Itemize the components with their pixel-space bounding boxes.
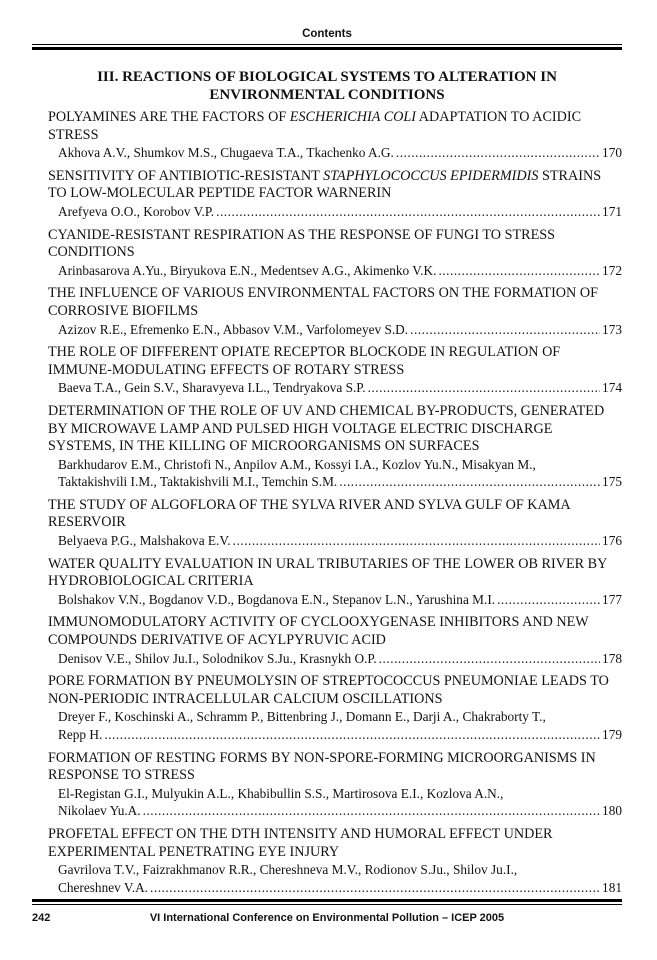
- dot-leader: [104, 726, 600, 744]
- entry-authors-line: [48, 144, 622, 162]
- entry-page-number[interactable]: 181: [602, 879, 622, 895]
- header-rule-thick: [32, 47, 622, 50]
- contents-entry: [48, 673, 622, 743]
- entry-title-text: THE STUDY OF ALGOFLORA OF THE SYLVA RIVER AND SYLVA GULF OF KAMA RESERVOIR: [48, 496, 570, 531]
- entry-title: [48, 614, 622, 649]
- entry-page-number[interactable]: 176: [602, 533, 622, 549]
- contents-entry: [48, 750, 622, 820]
- entry-page-number[interactable]: 170: [602, 145, 622, 161]
- dot-leader: [497, 591, 600, 609]
- entry-title-text: POLYAMINES ARE THE FACTORS OF: [48, 109, 290, 125]
- header-rule-thin: [32, 44, 622, 45]
- entry-authors-line: [48, 203, 622, 221]
- entry-page-number[interactable]: 171: [602, 203, 622, 219]
- contents-entry: [48, 497, 622, 550]
- entry-authors-line: [48, 262, 622, 280]
- contents-entry: [48, 403, 622, 491]
- contents-entry: [48, 556, 622, 609]
- contents-entry: [48, 614, 622, 667]
- footer-conference: VI International Conference on Environmental Pollution – ICEP 2005: [149, 912, 505, 924]
- dot-leader: [339, 473, 600, 491]
- entry-authors: Arinbasarova A.Yu., Biryukova E.N., Medentsev A.G., Akimenko V.K.: [58, 262, 437, 278]
- entry-title: [48, 673, 622, 708]
- dot-leader: [143, 802, 600, 820]
- entry-authors-line: [48, 802, 622, 820]
- entry-authors: Denisov V.E., Shilov Ju.I., Solodnikov S.Ju., Krasnykh O.P.: [58, 650, 377, 666]
- entry-title-italic: ESCHERICHIA COLI: [289, 109, 417, 125]
- entry-authors: Nikolaev Yu.A.: [58, 803, 141, 819]
- entry-authors-line: [48, 879, 622, 897]
- entry-authors-line: [48, 726, 622, 744]
- entry-title-italic: STAPHYLOCOCCUS EPIDERMIDIS: [323, 167, 539, 184]
- section-title: [32, 68, 622, 104]
- contents-entry: [48, 344, 622, 397]
- contents-entry: [48, 826, 622, 896]
- dot-leader: [216, 203, 600, 221]
- contents-entry: [48, 109, 622, 162]
- entry-authors: Baeva T.A., Gein S.V., Sharavyeva I.L., Tendryakova S.P.: [58, 380, 366, 396]
- dot-leader: [368, 379, 600, 397]
- contents-entry: [48, 168, 622, 221]
- entry-authors: Arefyeva O.O., Korobov V.P.: [58, 203, 215, 219]
- footer-rule-thick: [32, 899, 622, 902]
- entry-title: [48, 168, 622, 203]
- entry-authors: Belyaeva P.G., Malshakova E.V.: [58, 533, 231, 549]
- dot-leader: [379, 650, 600, 668]
- entry-authors: Repp H.: [58, 727, 103, 742]
- entry-authors-line: [48, 650, 622, 668]
- entry-authors-line1: Gavrilova T.V., Faizrakhmanov R.R., Chereshneva M.V., Rodionov S.Ju., Shilov Ju.I.,: [58, 862, 518, 878]
- entry-title: [48, 497, 622, 532]
- entry-page-number[interactable]: 175: [602, 474, 622, 490]
- entry-title: [48, 403, 622, 456]
- contents-entry: [48, 227, 622, 280]
- entry-page-number[interactable]: 174: [602, 380, 622, 396]
- entry-authors-line: [48, 379, 622, 397]
- entry-page-number[interactable]: 178: [602, 650, 622, 666]
- entry-authors-line: [48, 591, 622, 609]
- entry-authors-line: [48, 473, 622, 491]
- entry-title-text: DETERMINATION OF THE ROLE OF UV AND CHEMICAL BY-PRODUCTS, GENERATED BY MICROWAVE LAMP AND PULSED HIGH VOLTAGE ELECTRIC DISCHARGE SYSTEMS, IN THE KILLING OF MICROORGANISMS ON SURFACES: [48, 402, 605, 455]
- contents-entry: [48, 285, 622, 338]
- entry-authors: Azizov R.E., Efremenko E.N., Abbasov V.M., Varfolomeyev S.D.: [58, 321, 409, 337]
- entry-authors: Bolshakov V.N., Bogdanov V.D., Bogdanova E.N., Stepanov L.N., Yarushina M.I.: [58, 591, 496, 607]
- section-title-line2: ENVIRONMENTAL CONDITIONS: [209, 87, 445, 103]
- footer-rule-thin: [32, 904, 622, 905]
- entry-title-text: SENSITIVITY OF ANTIBIOTIC-RESISTANT: [48, 167, 324, 184]
- entry-authors-line1: Barkhudarov E.M., Christofi N., Anpilov A.M., Kossyi I.A., Kozlov Yu.N., Misakyan M.,: [58, 456, 536, 472]
- section-title-line1: III. REACTIONS OF BIOLOGICAL SYSTEMS TO ALTERATION IN: [97, 69, 557, 85]
- entry-page-number[interactable]: 180: [602, 803, 622, 819]
- entry-title: [48, 109, 622, 144]
- dot-leader: [410, 321, 600, 339]
- entry-page-number[interactable]: 179: [602, 727, 622, 742]
- entry-authors: Taktakishvili I.M., Taktakishvili M.I., Temchin S.M.: [58, 474, 338, 490]
- entry-authors-line1: Dreyer F., Koschinski A., Schramm P., Bittenbring J., Domann E., Darji A., Chakraborty T.,: [58, 709, 546, 725]
- entry-title-text: WATER QUALITY EVALUATION IN URAL TRIBUTARIES OF THE LOWER OB RIVER BY HYDROBIOLOGICAL CRITERIA: [48, 555, 607, 590]
- dot-leader: [233, 532, 600, 550]
- entry-title-text: PROFETAL EFFECT ON THE DTH INTENSITY AND HUMORAL EFFECT UNDER EXPERIMENTAL PENETRATING EYE INJURY: [48, 825, 553, 860]
- entry-title: [48, 750, 622, 785]
- running-header: Contents: [302, 28, 352, 40]
- entry-title: [48, 556, 622, 591]
- entry-authors: Chereshnev V.A.: [58, 879, 148, 895]
- entry-title: [48, 826, 622, 861]
- entry-title-text: THE INFLUENCE OF VARIOUS ENVIRONMENTAL FACTORS ON THE FORMATION OF CORROSIVE BIOFILMS: [48, 285, 598, 319]
- entry-title-text: PORE FORMATION BY PNEUMOLYSIN OF STREPTOCOCCUS PNEUMONIAE LEADS TO NON-PERIODIC INTRACELLULAR CALCIUM OSCILLATIONS: [48, 673, 609, 707]
- entry-page-number[interactable]: 177: [602, 591, 622, 607]
- entry-title-text: CYANIDE-RESISTANT RESPIRATION AS THE RESPONSE OF FUNGI TO STRESS CONDITIONS: [48, 226, 556, 261]
- dot-leader: [150, 879, 600, 897]
- dot-leader: [438, 262, 600, 280]
- entry-title-text-cont: ADAPTATION TO ACIDIC STRESS: [48, 109, 582, 143]
- contents-list: [48, 109, 622, 902]
- entry-title-text: FORMATION OF RESTING FORMS BY NON-SPORE-FORMING MICROORGANISMS IN RESPONSE TO STRESS: [48, 749, 596, 784]
- dot-leader: [396, 144, 600, 162]
- entry-page-number[interactable]: 172: [602, 262, 622, 278]
- entry-authors-line1: El-Registan G.I., Mulyukin A.L., Khabibullin S.S., Martirosova E.I., Kozlova A.N.,: [58, 785, 504, 801]
- entry-title-text: THE ROLE OF DIFFERENT OPIATE RECEPTOR BLOCKODE IN REGULATION OF IMMUNE-MODULATING EFFECTS OF ROTARY STRESS: [48, 344, 561, 378]
- entry-title: [48, 344, 622, 379]
- entry-authors: Akhova A.V., Shumkov M.S., Chugaeva T.A., Tkachenko A.G.: [58, 145, 394, 161]
- entry-authors-line: [48, 321, 622, 339]
- entry-page-number[interactable]: 173: [602, 321, 622, 337]
- entry-title-text-cont: STRAINS TO LOW-MOLECULAR PEPTIDE FACTOR WARNERIN: [48, 167, 602, 202]
- footer-page-number: 242: [32, 912, 51, 924]
- entry-title: [48, 227, 622, 262]
- entry-title-text: IMMUNOMODULATORY ACTIVITY OF CYCLOOXYGENASE INHIBITORS AND NEW COMPOUNDS DERIVATIVE OF ACYLPYRUVIC ACID: [48, 614, 589, 649]
- entry-title: [48, 285, 622, 320]
- entry-authors-line: [48, 532, 622, 550]
